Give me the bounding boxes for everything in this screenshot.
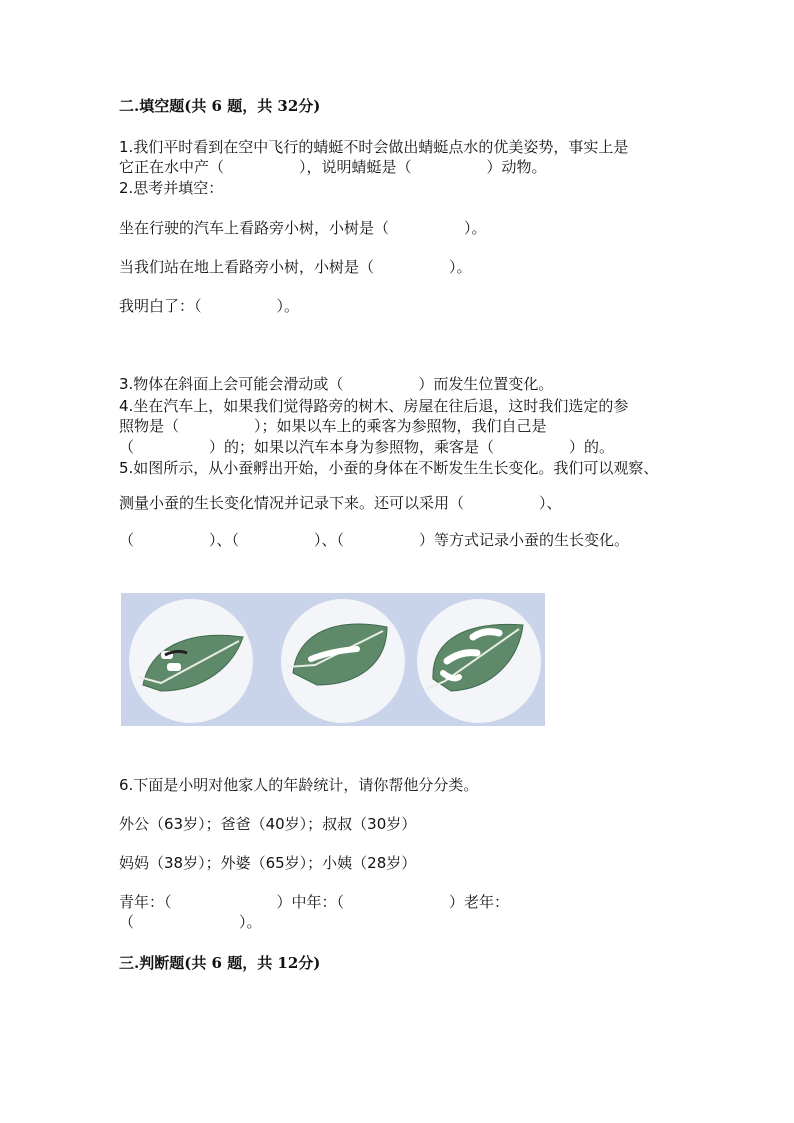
- q5-line3: （ ）、（ ）、（ ）等方式记录小蚕的生长变化。: [119, 531, 630, 549]
- section3-title: 三.判断题(共 6 题，共 12分): [119, 954, 321, 972]
- q4-line3: （ ）的；如果以汽车本身为参照物，乘客是（ ）的。: [119, 438, 615, 456]
- silkworm-growth-figure: [121, 593, 545, 726]
- q4-line1: 4.坐在汽车上，如果我们觉得路旁的树木、房屋在往后退，这时我们选定的参: [119, 397, 629, 415]
- q1-line2: 它正在水中产（ ），说明蜻蜓是（ ）动物。: [119, 158, 547, 176]
- q2-b: 当我们站在地上看路旁小树，小树是（ ）。: [119, 258, 472, 276]
- q6-family1: 外公（63岁）；爸爸（40岁）；叔叔（30岁）: [119, 815, 417, 833]
- q6-family2: 妈妈（38岁）；外婆（65岁）；小姨（28岁）: [119, 854, 417, 872]
- q5-line2: 测量小蚕的生长变化情况并记录下来。还可以采用（ ）、: [119, 494, 562, 512]
- q2-c: 我明白了：（ ）。: [119, 297, 300, 315]
- q2-intro: 2.思考并填空：: [119, 179, 224, 197]
- panel-1-worm-mark: [167, 663, 181, 671]
- q6-answer1: 青年：（ ）中年：（ ）老年：: [119, 893, 510, 911]
- section2-title: 二.填空题(共 6 题，共 32分): [119, 97, 321, 115]
- silkworm-figure-svg: [121, 593, 545, 726]
- q5-line1: 5.如图所示，从小蚕孵出开始，小蚕的身体在不断发生生长变化。我们可以观察、: [119, 459, 659, 477]
- q4-line2: 照物是（ ）；如果以车上的乘客为参照物，我们自己是: [119, 417, 547, 435]
- q6-intro: 6.下面是小明对他家人的年龄统计，请你帮他分分类。: [119, 776, 479, 794]
- q6-answer2: （ ）。: [119, 913, 262, 931]
- q2-a: 坐在行驶的汽车上看路旁小树，小树是（ ）。: [119, 219, 487, 237]
- q1-line1: 1.我们平时看到在空中飞行的蜻蜓不时会做出蜻蜓点水的优美姿势，事实上是: [119, 138, 629, 156]
- q3-line1: 3.物体在斜面上会可能会滑动或（ ）而发生位置变化。: [119, 375, 554, 393]
